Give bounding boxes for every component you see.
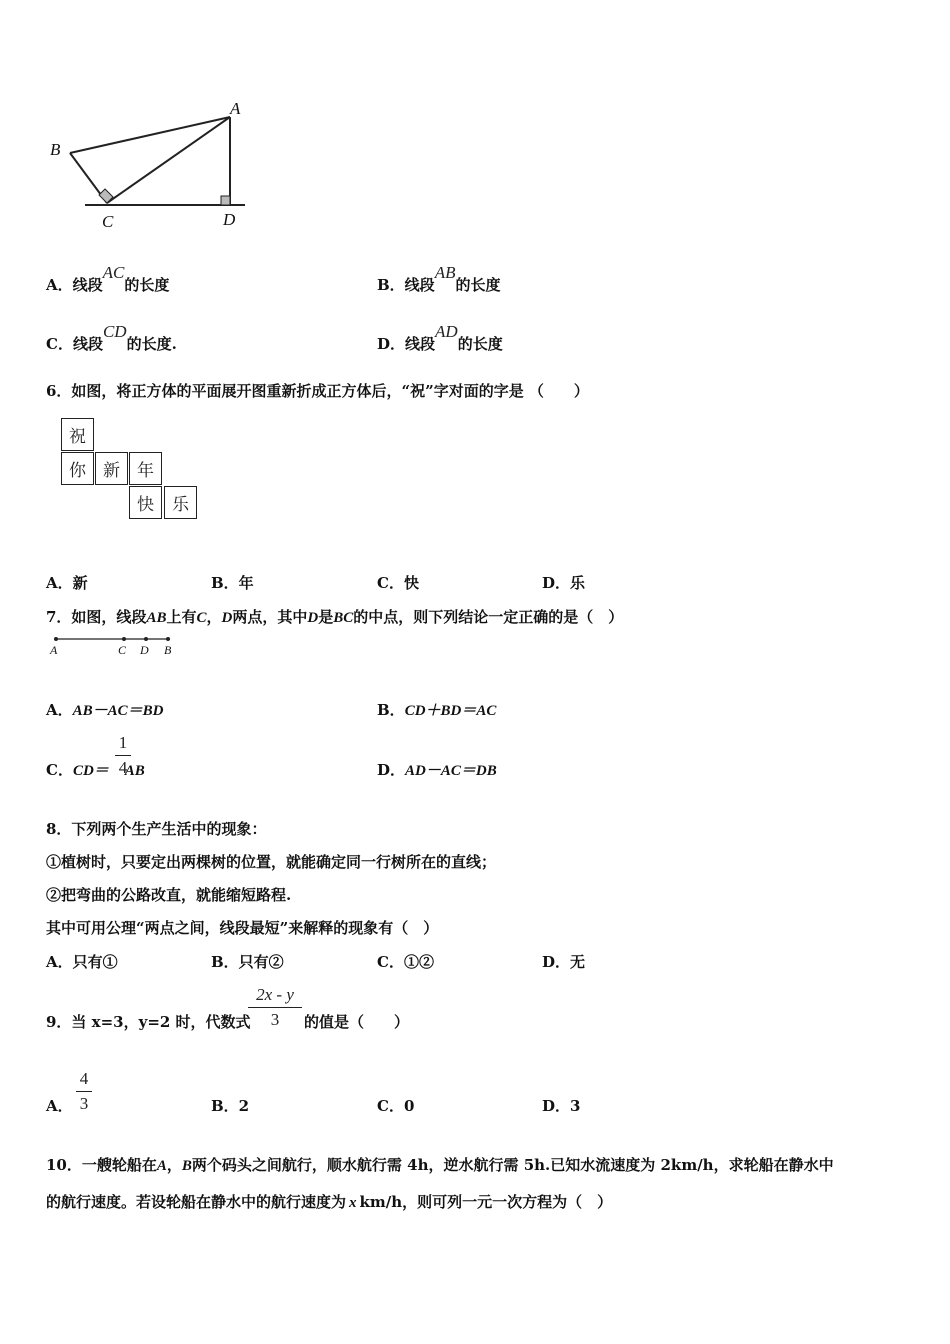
net-cell-xin: 新 <box>95 452 128 485</box>
q8-stem: 8．下列两个生产生活中的现象： <box>46 820 267 838</box>
q10-line-1: 10．一艘轮船在A，B两个码头之间航行，顺水航行需 4h，逆水航行需 5h.已知水流速度为 2km/h，求轮船在静水中 <box>46 1156 834 1174</box>
label-d: D <box>223 210 236 229</box>
q5-option-c[interactable]: C．线段CD的长度. <box>46 322 177 353</box>
q7-option-c[interactable]: C．CD＝ AB <box>46 761 145 779</box>
right-angle-d <box>221 196 230 205</box>
q7-option-a[interactable]: A．AB－AC＝BD <box>46 701 164 719</box>
q9-stem-post: 的值是（ ） <box>304 1013 410 1031</box>
q9-fraction: 2x - y 3 <box>248 985 302 1030</box>
q6-option-b[interactable]: B．年 <box>211 574 254 592</box>
net-cell-le: 乐 <box>164 486 197 519</box>
q5-option-c-math: CD <box>102 322 127 341</box>
q6-option-d[interactable]: D．乐 <box>542 574 586 592</box>
q6-option-c[interactable]: C．快 <box>377 574 419 592</box>
q5-option-b[interactable]: B．线段AB的长度 <box>377 263 501 294</box>
net-cell-kuai: 快 <box>129 486 162 519</box>
seg-label-a: A <box>50 643 58 657</box>
q5-option-a-math: AC <box>102 263 125 282</box>
q8-line-1: ①植树时，只要定出两棵树的位置，就能确定同一行树所在的直线； <box>46 853 497 871</box>
seg-label-c: C <box>118 643 127 657</box>
point-d <box>144 637 148 641</box>
q5-option-b-math: AB <box>434 263 456 282</box>
net-cell-zhu: 祝 <box>61 418 94 451</box>
point-b <box>166 637 170 641</box>
q9-option-d[interactable]: D．3 <box>542 1097 581 1115</box>
q5-option-d[interactable]: D．线段AD的长度 <box>377 322 503 353</box>
q6-option-a[interactable]: A．新 <box>46 574 88 592</box>
q5-option-d-math: AD <box>435 322 458 341</box>
q6-stem: 6．如图，将正方体的平面展开图重新折成正方体后，“祝”字对面的字是 （ ） <box>46 382 589 400</box>
seg-label-b: B <box>164 643 172 657</box>
q8-option-c[interactable]: C．①② <box>377 953 434 971</box>
q8-line-2: ②把弯曲的公路改直，就能缩短路程. <box>46 886 292 904</box>
seg-label-d: D <box>140 643 149 657</box>
net-cell-nian: 年 <box>129 452 162 485</box>
point-a <box>54 637 58 641</box>
q8-option-a[interactable]: A．只有① <box>46 953 118 971</box>
q10-line-2: 的航行速度。若设轮船在静水中的航行速度为 x km/h，则可列一元一次方程为（ ） <box>46 1193 613 1211</box>
q7-option-b[interactable]: B．CD＋BD＝AC <box>377 701 497 719</box>
q9-option-a[interactable]: A． <box>46 1097 73 1115</box>
label-b: B <box>50 140 61 159</box>
q5-option-a[interactable]: A．线段AC的长度 <box>46 263 170 294</box>
q8-line-3: 其中可用公理“两点之间，线段最短”来解释的现象有（ ） <box>46 919 439 937</box>
net-cell-ni: 你 <box>61 452 94 485</box>
q9-option-c[interactable]: C．0 <box>377 1097 415 1115</box>
q7-fraction: 1 4 <box>115 733 131 778</box>
label-a: A <box>230 99 241 118</box>
q9-stem-pre: 9．当 x=3，y=2 时，代数式 <box>46 1013 251 1031</box>
q7-stem: 7．如图，线段AB上有C，D两点，其中D是BC的中点，则下列结论一定正确的是（ ） <box>46 608 624 626</box>
segment-figure <box>50 633 180 647</box>
q8-option-d[interactable]: D．无 <box>542 953 586 971</box>
point-c <box>122 637 126 641</box>
q8-option-b[interactable]: B．只有② <box>211 953 284 971</box>
q9-option-a-fraction: 4 3 <box>76 1069 92 1114</box>
q9-option-b[interactable]: B．2 <box>211 1097 250 1115</box>
label-c: C <box>102 212 114 231</box>
q7-option-d[interactable]: D．AD－AC＝DB <box>377 761 497 779</box>
